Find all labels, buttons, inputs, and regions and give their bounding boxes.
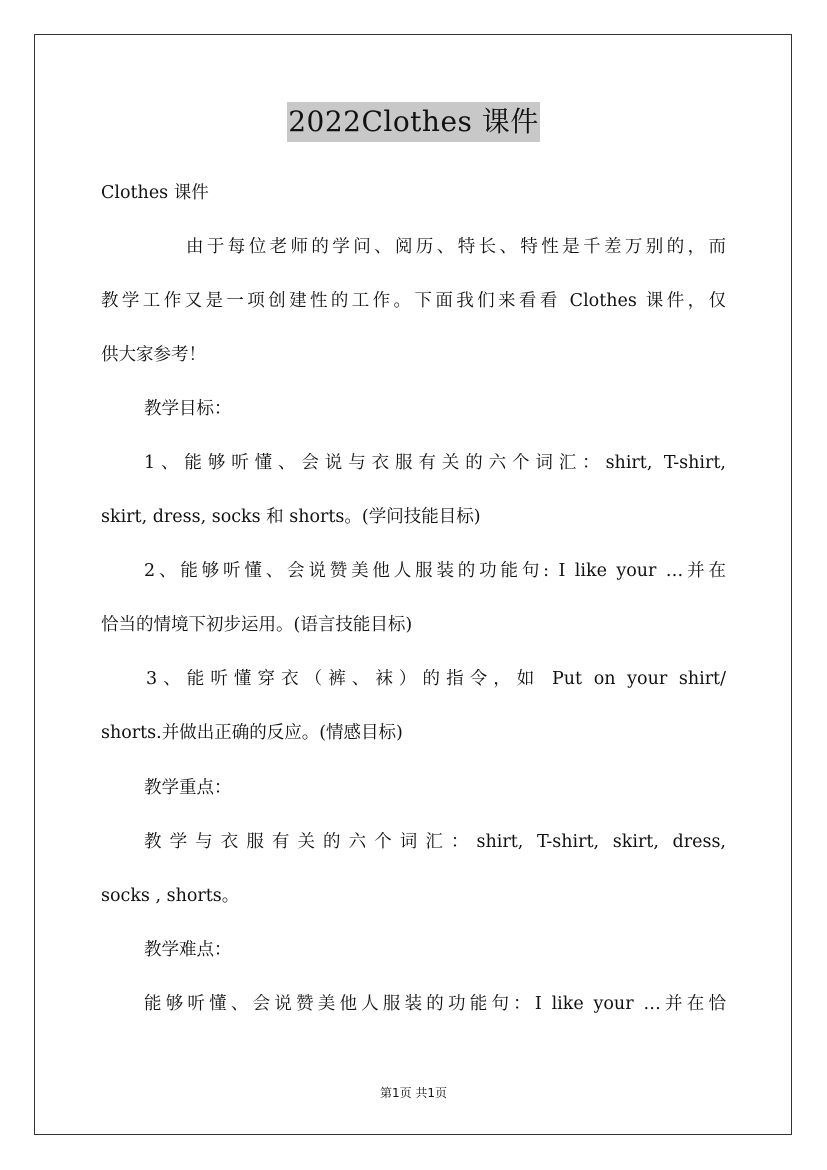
key-point-text: 教学与衣服有关的六个词汇：shirt, T-shirt, skirt, dress, (144, 832, 726, 852)
section-heading-key-points: 教学重点： (144, 778, 232, 798)
document-title: 2022Clothes 课件 (287, 102, 540, 142)
key-point-text: socks , shorts。 (101, 886, 240, 906)
objective-item: shorts.并做出正确的反应。(情感目标) (101, 723, 403, 743)
paragraph-line: 由于每位老师的学问、阅历、特长、特性是千差万别的，而 (186, 237, 726, 257)
objective-item: 3、能听懂穿衣（裤、袜）的指令，如 Put on your shirt/ (146, 669, 726, 689)
paragraph-line: 教学工作又是一项创建性的工作。下面我们来看看 Clothes 课件，仅 (101, 291, 726, 311)
section-heading-difficulties: 教学难点： (144, 940, 232, 960)
page-number-footer: 第1页 共1页 (379, 1086, 448, 1100)
objective-item: skirt, dress, socks 和 shorts。(学问技能目标) (101, 507, 481, 527)
section-heading-objectives: 教学目标： (144, 399, 232, 419)
title-container (0, 102, 827, 142)
paragraph-line: 供大家参考！ (101, 345, 206, 365)
subtitle-line: Clothes 课件 (101, 183, 209, 203)
objective-item: 2、能够听懂、会说赞美他人服装的功能句: I like your …并在 (144, 561, 726, 581)
objective-item: 恰当的情境下初步运用。(语言技能目标) (101, 615, 413, 635)
objective-item: 1、能够听懂、会说与衣服有关的六个词汇：shirt, T-shirt, (144, 453, 726, 473)
difficulty-text: 能够听懂、会说赞美他人服装的功能句：I like your …并在恰 (144, 994, 726, 1014)
